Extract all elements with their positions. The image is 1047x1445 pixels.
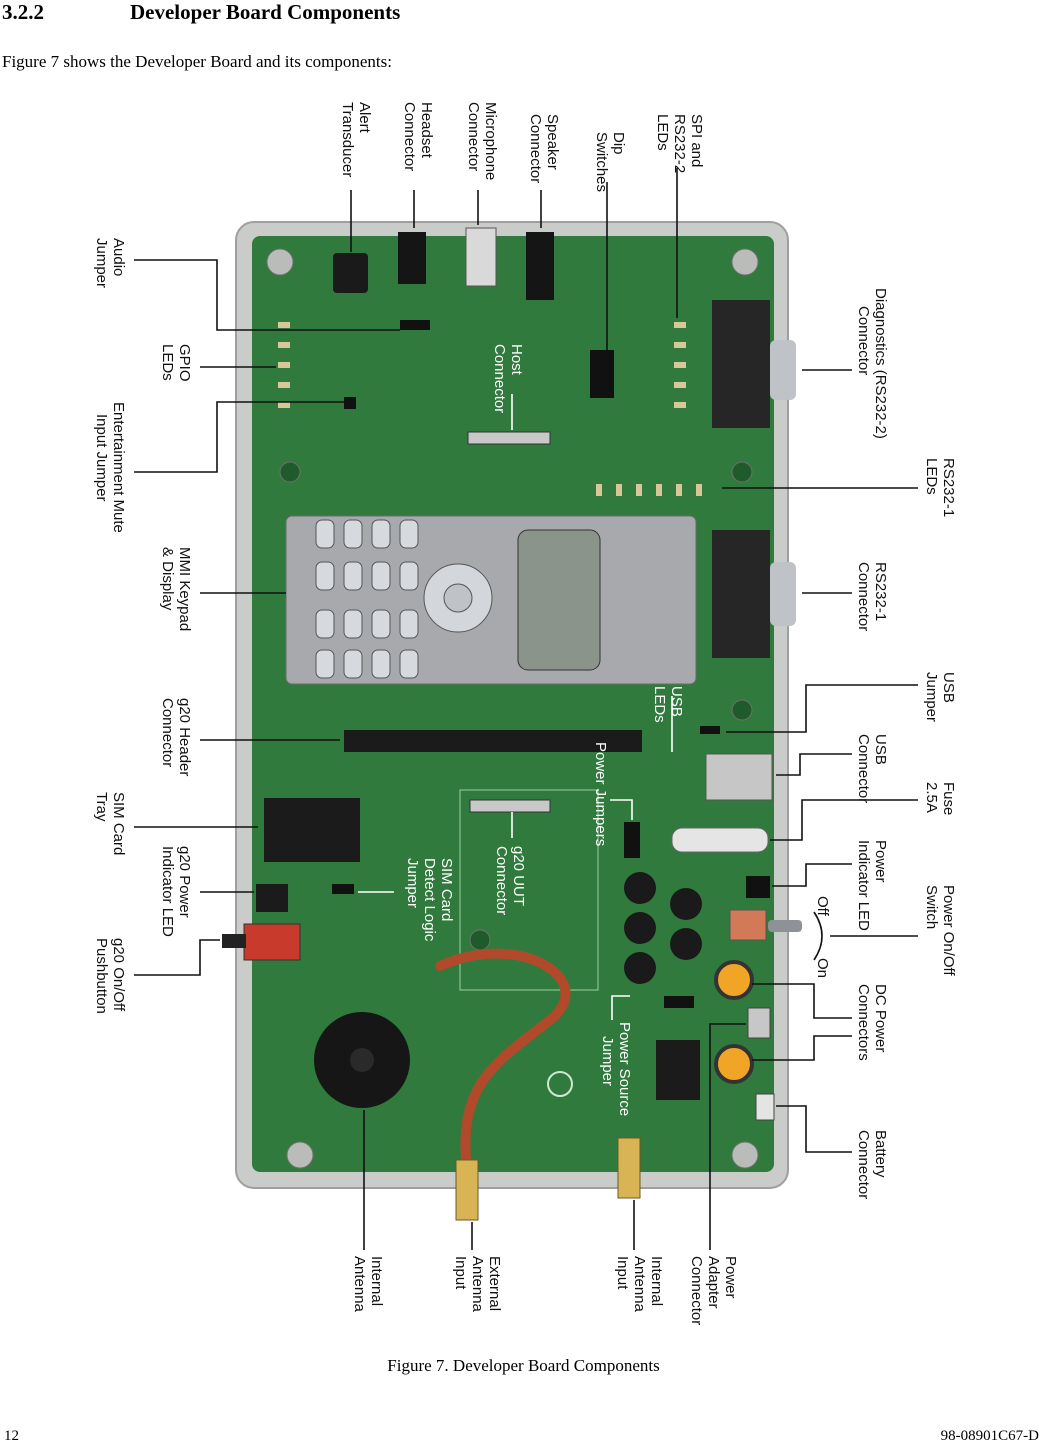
mmi-keypad-display-part [286, 516, 696, 684]
callout-speaker-connector: SpeakerConnector [527, 114, 561, 184]
sma-internal [618, 1138, 640, 1198]
callout-spi-rs232-2-leds: SPI andRS232-2LEDs [654, 114, 705, 174]
section-title: Developer Board Components [130, 0, 401, 24]
headset-jack [398, 232, 426, 284]
callout-internal-antenna: InternalAntenna [351, 1256, 385, 1312]
callout-power-jumpers: Power Jumpers [592, 742, 609, 847]
callout-usb-leds: USBLEDs [651, 686, 685, 723]
callout-entertainment-mute: Entertainment MuteInput Jumper [93, 402, 127, 533]
callout-usb-connector: USBConnector [855, 734, 889, 804]
audio-jumper-part [400, 320, 430, 330]
page-number: 12 [4, 1428, 19, 1444]
callout-internal-antenna-input: InternalAntennaInput [614, 1256, 665, 1312]
callout-sim-detect: SIM CardDetect LogicJumper [404, 858, 455, 942]
callout-g20-uut: g20 UUTConnector [493, 846, 527, 916]
callout-power-source-jumper: Power SourceJumper [599, 1022, 633, 1117]
power-source-jumper-part [664, 996, 694, 1008]
developer-board-figure [0, 90, 1047, 1352]
battery-connector-part [756, 1094, 774, 1120]
callout-external-antenna-input: ExternalAntennaInput [452, 1256, 503, 1312]
g20-uut-connector-part [470, 800, 550, 812]
callout-power-adapter: PowerAdapterConnector [688, 1256, 739, 1326]
power-jumpers-part [624, 822, 640, 858]
callout-rs232-1-leds: RS232-1LEDs [923, 458, 957, 518]
power-adapter-part [748, 1008, 770, 1038]
g20-pushbutton-part [244, 924, 300, 960]
document-id: 98-08901C67-D [940, 1428, 1039, 1444]
section-number: 3.2.2 [2, 0, 44, 24]
callout-g20-onoff: g20 On/OffPushbutton [93, 938, 127, 1014]
callout-audio-jumper: AudioJumper [93, 238, 127, 289]
callout-power-led: PowerIndicator LED [855, 840, 889, 931]
sma-external [456, 1160, 478, 1220]
callout-microphone-connector: MicrophoneConnector [465, 102, 499, 181]
usb-connector-part [706, 754, 772, 800]
callout-power-switch: Power On/OffSwitch [923, 885, 957, 976]
dip-switch-block [590, 350, 614, 398]
alert-transducer [333, 253, 368, 293]
regulator-ic [656, 1040, 700, 1100]
callout-sim-card-tray: SIM CardTray [93, 792, 127, 856]
microphone-jack [466, 228, 496, 286]
sim-detect-jumper-part [332, 884, 354, 894]
callout-dip-switches: DipSwitches [593, 132, 627, 193]
callout-fuse: Fuse2.5A [923, 782, 957, 816]
callout-diagnostics-connector: Diagnostics (RS232-2)Connector [855, 288, 889, 439]
power-led-part [746, 876, 770, 898]
callout-mmi-keypad: MMI Keypad& Display [159, 547, 193, 632]
callout-dc-power: DC PowerConnectors [855, 984, 889, 1061]
host-connector-part [468, 432, 550, 444]
callout-switch-on: On [814, 958, 831, 979]
section-heading [2, 0, 400, 25]
sim-card-tray-part [264, 798, 360, 862]
buzzer-center [350, 1048, 374, 1072]
power-switch-part [730, 910, 766, 940]
callout-usb-jumper: USBJumper [923, 672, 957, 723]
callout-host-connector: HostConnector [491, 344, 525, 414]
ent-mute-jumper-part [344, 397, 356, 409]
figure-caption: Figure 7. Developer Board Components [387, 1356, 660, 1375]
g20-power-led-part [256, 884, 288, 912]
callout-gpio-leds: GPIOLEDs [159, 344, 193, 382]
callout-g20-header: g20 HeaderConnector [159, 698, 193, 777]
usb-jumper-part [700, 726, 720, 734]
callout-alert-transducer: AlertTransducer [339, 102, 373, 178]
callout-headset-connector: HeadsetConnector [401, 102, 435, 172]
power-switch-lever [768, 920, 802, 932]
callout-battery-connector: BatteryConnector [855, 1130, 889, 1200]
callout-rs232-1-connector: RS232-1Connector [855, 562, 889, 632]
callout-g20-power-led: g20 PowerIndicator LED [159, 846, 193, 937]
g20-pushbutton-plunger [222, 934, 246, 948]
fuse-part [672, 828, 768, 852]
speaker-jack [526, 232, 554, 300]
intro-paragraph: Figure 7 shows the Developer Board and its components: [2, 52, 392, 71]
callout-switch-off: Off [814, 896, 831, 916]
